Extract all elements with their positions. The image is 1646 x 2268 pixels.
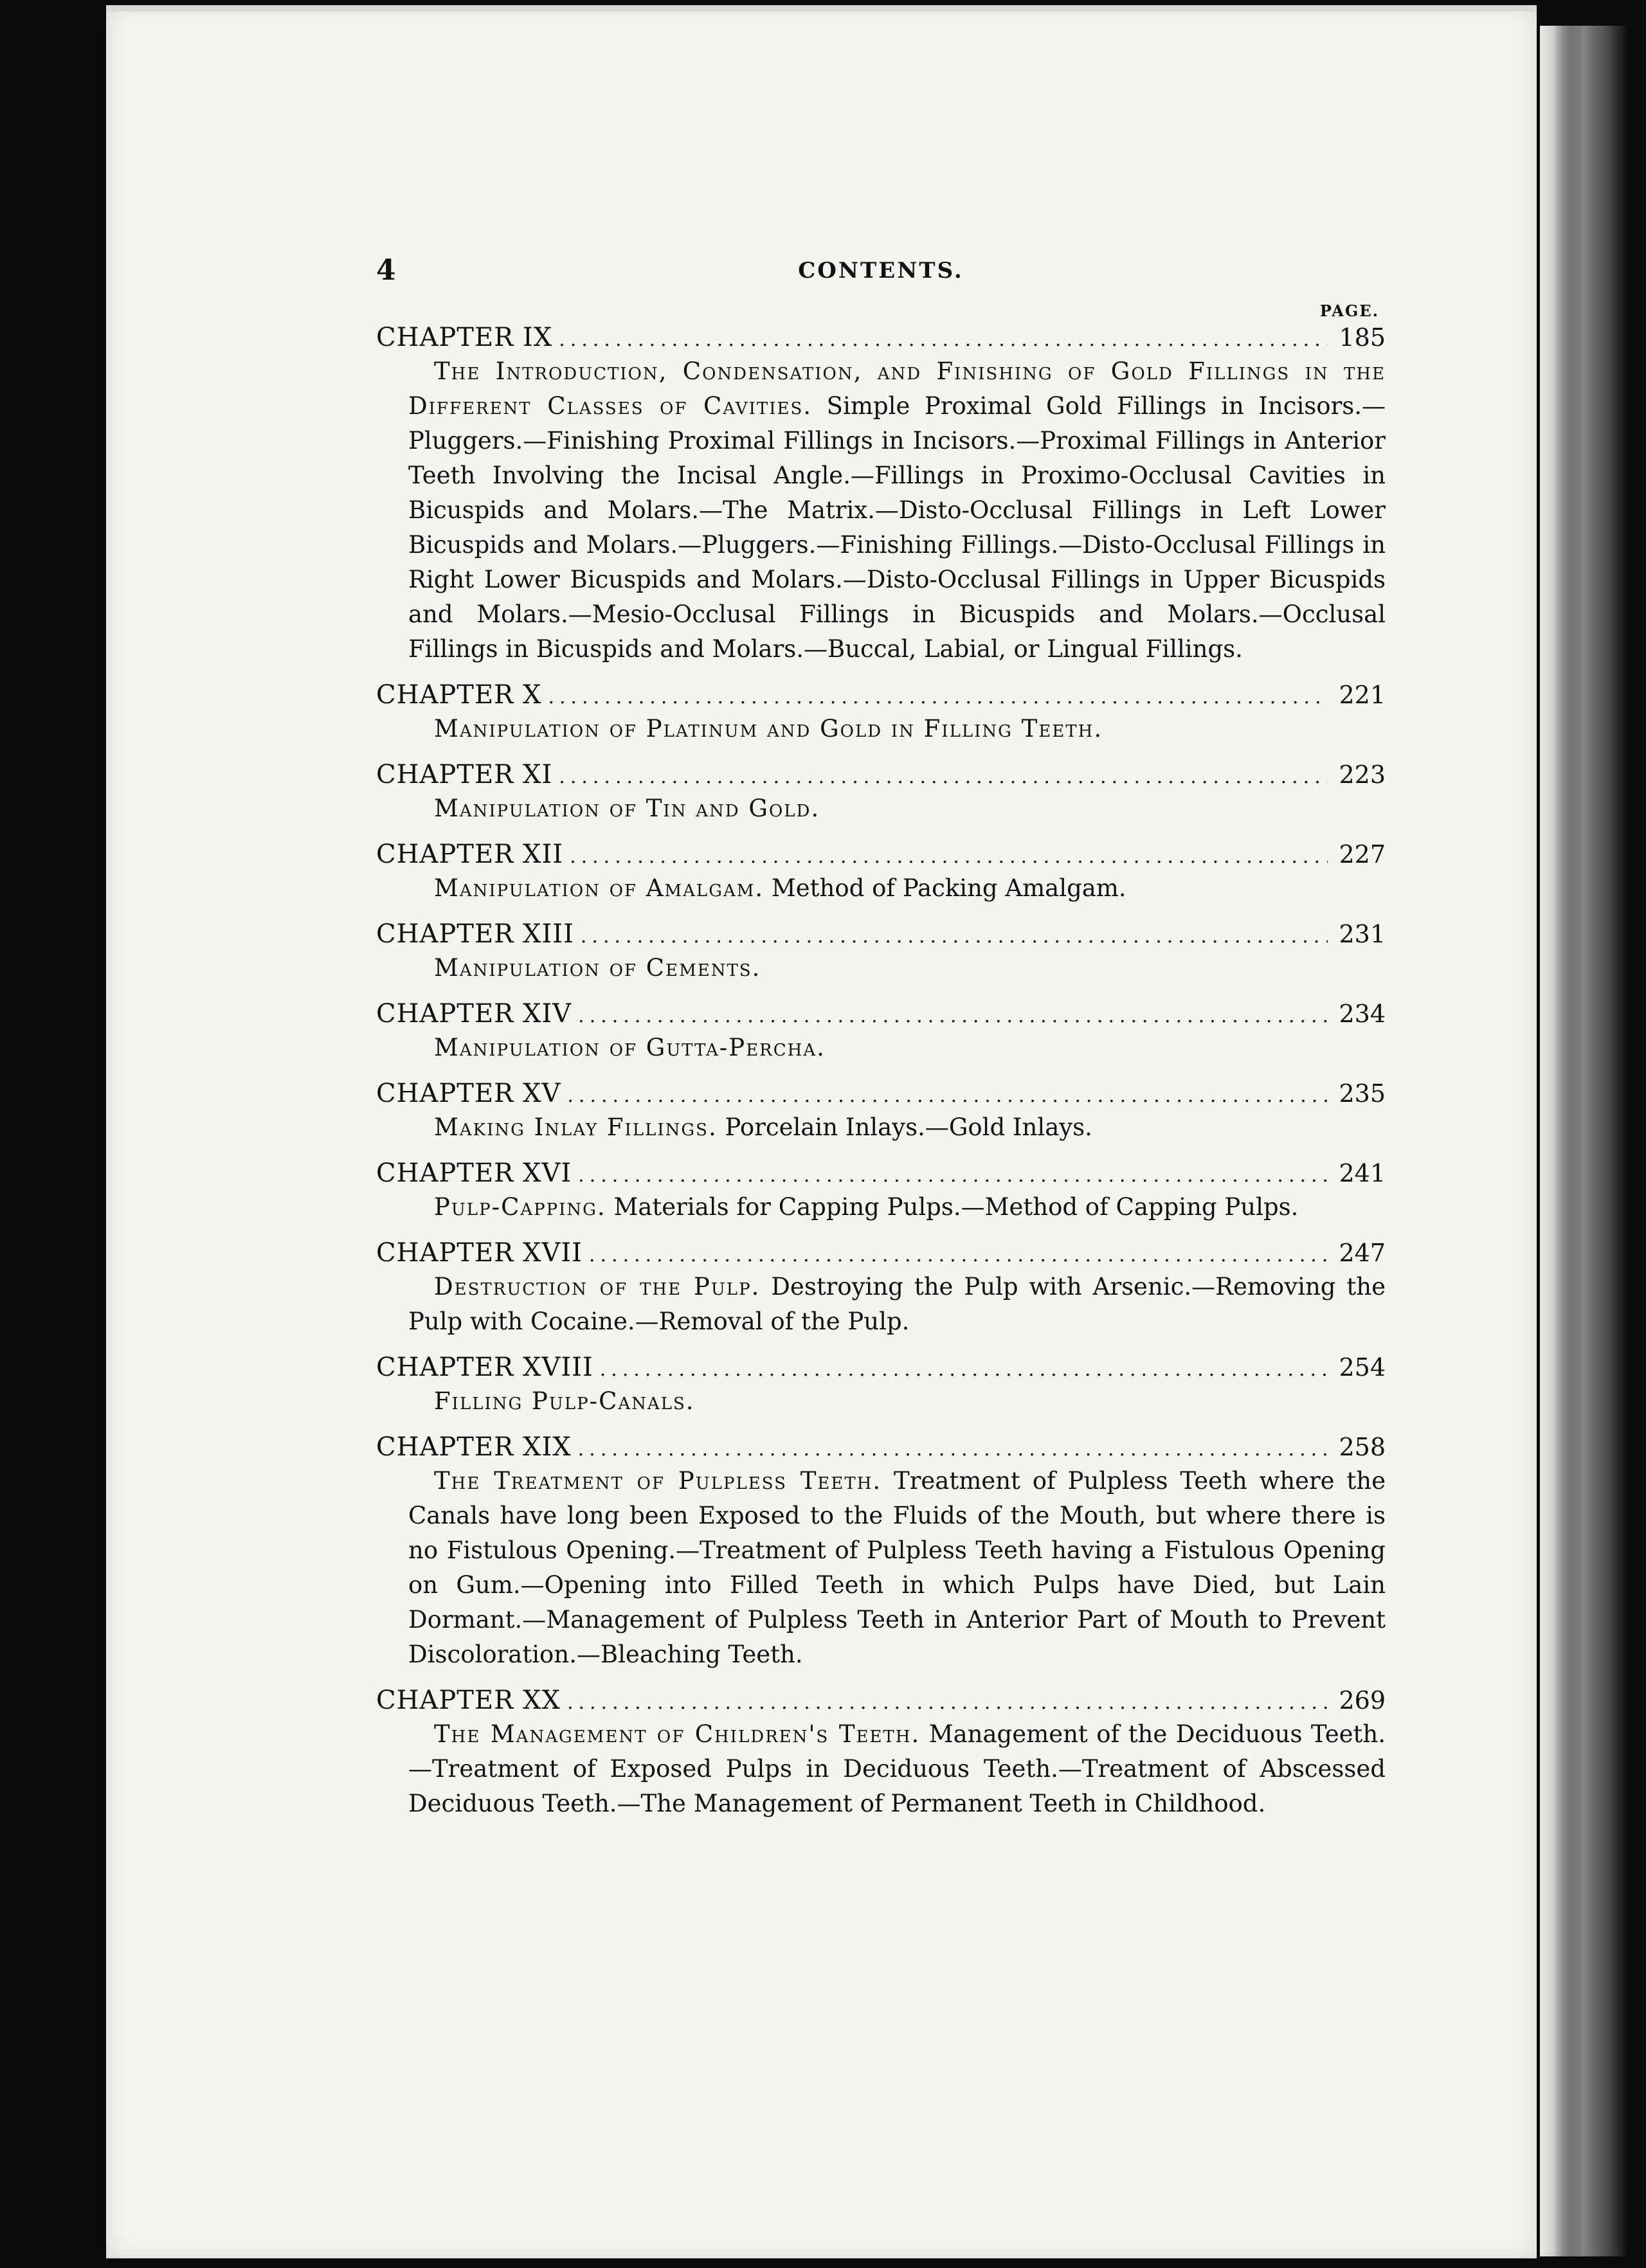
- leader-dots: [581, 924, 1328, 950]
- page-top-edge: [106, 5, 1537, 12]
- chapter-entry: [376, 917, 1386, 986]
- chapter-entry: [376, 758, 1386, 826]
- chapter-heading: Manipulation of Amalgam.: [434, 874, 764, 902]
- chapter-heading: Filling Pulp-Canals.: [434, 1387, 695, 1415]
- chapter-description: [350, 1110, 1386, 1145]
- chapter-heading: Manipulation of Tin and Gold.: [434, 795, 820, 822]
- leader-dots: [578, 1437, 1328, 1462]
- leader-dots: [559, 327, 1328, 353]
- chapter-summary: Method of Packing Amalgam.: [771, 874, 1126, 902]
- chapter-label: CHAPTER X: [376, 680, 542, 710]
- chapter-entry: [376, 997, 1386, 1065]
- chapter-entry: [376, 1156, 1386, 1225]
- leader-dots: [578, 1163, 1328, 1189]
- chapter-description: [350, 1270, 1386, 1339]
- chapter-line[interactable]: [376, 1684, 1386, 1717]
- chapter-label: CHAPTER XI: [376, 760, 553, 789]
- chapter-line[interactable]: [376, 758, 1386, 791]
- page-number: 4: [376, 254, 396, 287]
- chapter-description: [350, 1190, 1386, 1225]
- chapter-summary: Treatment of Pulpless Teeth where the Canals have long been Exposed to the Fluids of the Mouth, but where there is no Fistulous Opening.—Treatment of Pulpless Teeth having a Fistulous Opening on Gum.—Opening into Filled Teeth in which Pulps have Died, but Lain Dormant.—Management of Pulpless Teeth in Anterior Part of Mouth to Prevent Discoloration.—Bleaching Teeth.: [408, 1467, 1386, 1668]
- chapter-line[interactable]: [376, 1156, 1386, 1190]
- leader-dots: [567, 1083, 1328, 1109]
- chapter-page-number: 223: [1339, 760, 1386, 789]
- chapter-description: [350, 1464, 1386, 1672]
- chapter-line[interactable]: [376, 1430, 1386, 1464]
- chapter-line[interactable]: [376, 838, 1386, 871]
- chapter-description: [350, 871, 1386, 906]
- chapter-page-number: 241: [1339, 1159, 1386, 1187]
- chapter-description: [350, 1030, 1386, 1065]
- chapter-heading: Pulp-Capping.: [434, 1193, 606, 1221]
- chapter-label: CHAPTER XX: [376, 1686, 561, 1715]
- chapter-page-number: 221: [1339, 681, 1386, 709]
- leader-dots: [600, 1357, 1328, 1383]
- contents-page: [376, 254, 1386, 1833]
- chapter-summary: Porcelain Inlays.—Gold Inlays.: [725, 1113, 1092, 1141]
- chapter-line[interactable]: [376, 1236, 1386, 1270]
- chapter-heading: Manipulation of Platinum and Gold in Filling Teeth.: [434, 715, 1103, 742]
- chapter-label: CHAPTER XII: [376, 840, 564, 869]
- chapter-page-number: 234: [1339, 1000, 1386, 1028]
- chapter-page-number: 231: [1339, 920, 1386, 948]
- chapter-summary: Destroying the Pulp with Arsenic.—Removing the Pulp with Cocaine.—Removal of the Pulp.: [408, 1273, 1386, 1335]
- chapter-heading: The Management of Children's Teeth.: [434, 1720, 921, 1748]
- leader-dots: [589, 1243, 1328, 1268]
- chapter-page-number: 185: [1339, 323, 1386, 352]
- chapter-label: CHAPTER XIX: [376, 1432, 572, 1462]
- chapter-entry: [376, 678, 1386, 746]
- chapter-heading: Destruction of the Pulp.: [434, 1273, 761, 1300]
- chapter-description: [350, 791, 1386, 826]
- chapter-description: [350, 951, 1386, 986]
- chapter-description: [350, 1384, 1386, 1419]
- chapter-page-number: 258: [1339, 1433, 1386, 1461]
- chapter-page-number: 247: [1339, 1239, 1386, 1267]
- chapter-line[interactable]: [376, 1077, 1386, 1110]
- chapter-description: [350, 712, 1386, 746]
- chapter-entry: [376, 1236, 1386, 1339]
- chapter-page-number: 227: [1339, 840, 1386, 869]
- chapter-line[interactable]: [376, 917, 1386, 951]
- chapter-heading: The Treatment of Pulpless Teeth.: [434, 1467, 882, 1495]
- chapter-page-number: 269: [1339, 1686, 1386, 1715]
- chapter-line[interactable]: [376, 997, 1386, 1030]
- chapter-entry: [376, 838, 1386, 906]
- page-edge-shadow-outer: [1553, 26, 1627, 2256]
- chapter-heading: Making Inlay Fillings.: [434, 1113, 718, 1141]
- page-title: CONTENTS.: [798, 258, 964, 284]
- running-head: [376, 254, 1386, 299]
- leader-dots: [548, 685, 1328, 710]
- chapter-description: [350, 1717, 1386, 1821]
- leader-dots: [578, 1004, 1328, 1029]
- chapter-entry: [376, 321, 1386, 667]
- chapter-heading: Manipulation of Gutta-Percha.: [434, 1034, 826, 1061]
- chapter-label: CHAPTER XIII: [376, 919, 574, 949]
- chapter-heading: The Introduction, Condensation, and Finishing of Gold Fillings in the Different Classes of Cavities.: [408, 357, 1386, 420]
- leader-dots: [559, 764, 1328, 790]
- chapter-entry: [376, 1351, 1386, 1419]
- chapter-summary: Materials for Capping Pulps.—Method of Capping Pulps.: [613, 1193, 1299, 1221]
- chapter-page-number: 235: [1339, 1079, 1386, 1108]
- chapter-line[interactable]: [376, 1351, 1386, 1384]
- page-column-label: PAGE.: [1319, 302, 1379, 320]
- chapter-entry: [376, 1684, 1386, 1821]
- leader-dots: [567, 1690, 1328, 1716]
- chapter-label: CHAPTER XV: [376, 1079, 561, 1108]
- chapter-label: CHAPTER XIV: [376, 999, 572, 1029]
- chapter-list: [376, 321, 1386, 1821]
- chapter-entry: [376, 1077, 1386, 1145]
- chapter-line[interactable]: [376, 678, 1386, 712]
- chapter-label: CHAPTER XVI: [376, 1158, 572, 1188]
- chapter-summary: Management of the Deciduous Teeth.—Treatment of Exposed Pulps in Deciduous Teeth.—Treatment of Abscessed Deciduous Teeth.—The Management of Permanent Teeth in Childhood.: [408, 1720, 1386, 1817]
- chapter-line[interactable]: [376, 321, 1386, 354]
- chapter-label: CHAPTER XVII: [376, 1238, 583, 1268]
- chapter-label: CHAPTER IX: [376, 323, 553, 352]
- chapter-summary: Simple Proximal Gold Fillings in Incisors.—Pluggers.—Finishing Proximal Fillings in Incisors.—Proximal Fillings in Anterior Teeth Involving the Incisal Angle.—Fillings in Proximo-Occlusal Cavities in Bicuspids and Molars.—The Matrix.—Disto-Occlusal Fillings in Left Lower Bicuspids and Molars.—Pluggers.—Finishing Fillings.—Disto-Occlusal Fillings in Right Lower Bicuspids and Molars.—Disto-Occlusal Fillings in Upper Bicuspids and Molars.—Mesio-Occlusal Fillings in Bicuspids and Molars.—Occlusal Fillings in Bicuspids and Molars.—Buccal, Labial, or Lingual Fillings.: [408, 392, 1386, 663]
- chapter-description: [350, 354, 1386, 667]
- chapter-heading: Manipulation of Cements.: [434, 954, 761, 982]
- chapter-entry: [376, 1430, 1386, 1672]
- chapter-label: CHAPTER XVIII: [376, 1353, 593, 1382]
- chapter-page-number: 254: [1339, 1353, 1386, 1382]
- leader-dots: [570, 844, 1328, 870]
